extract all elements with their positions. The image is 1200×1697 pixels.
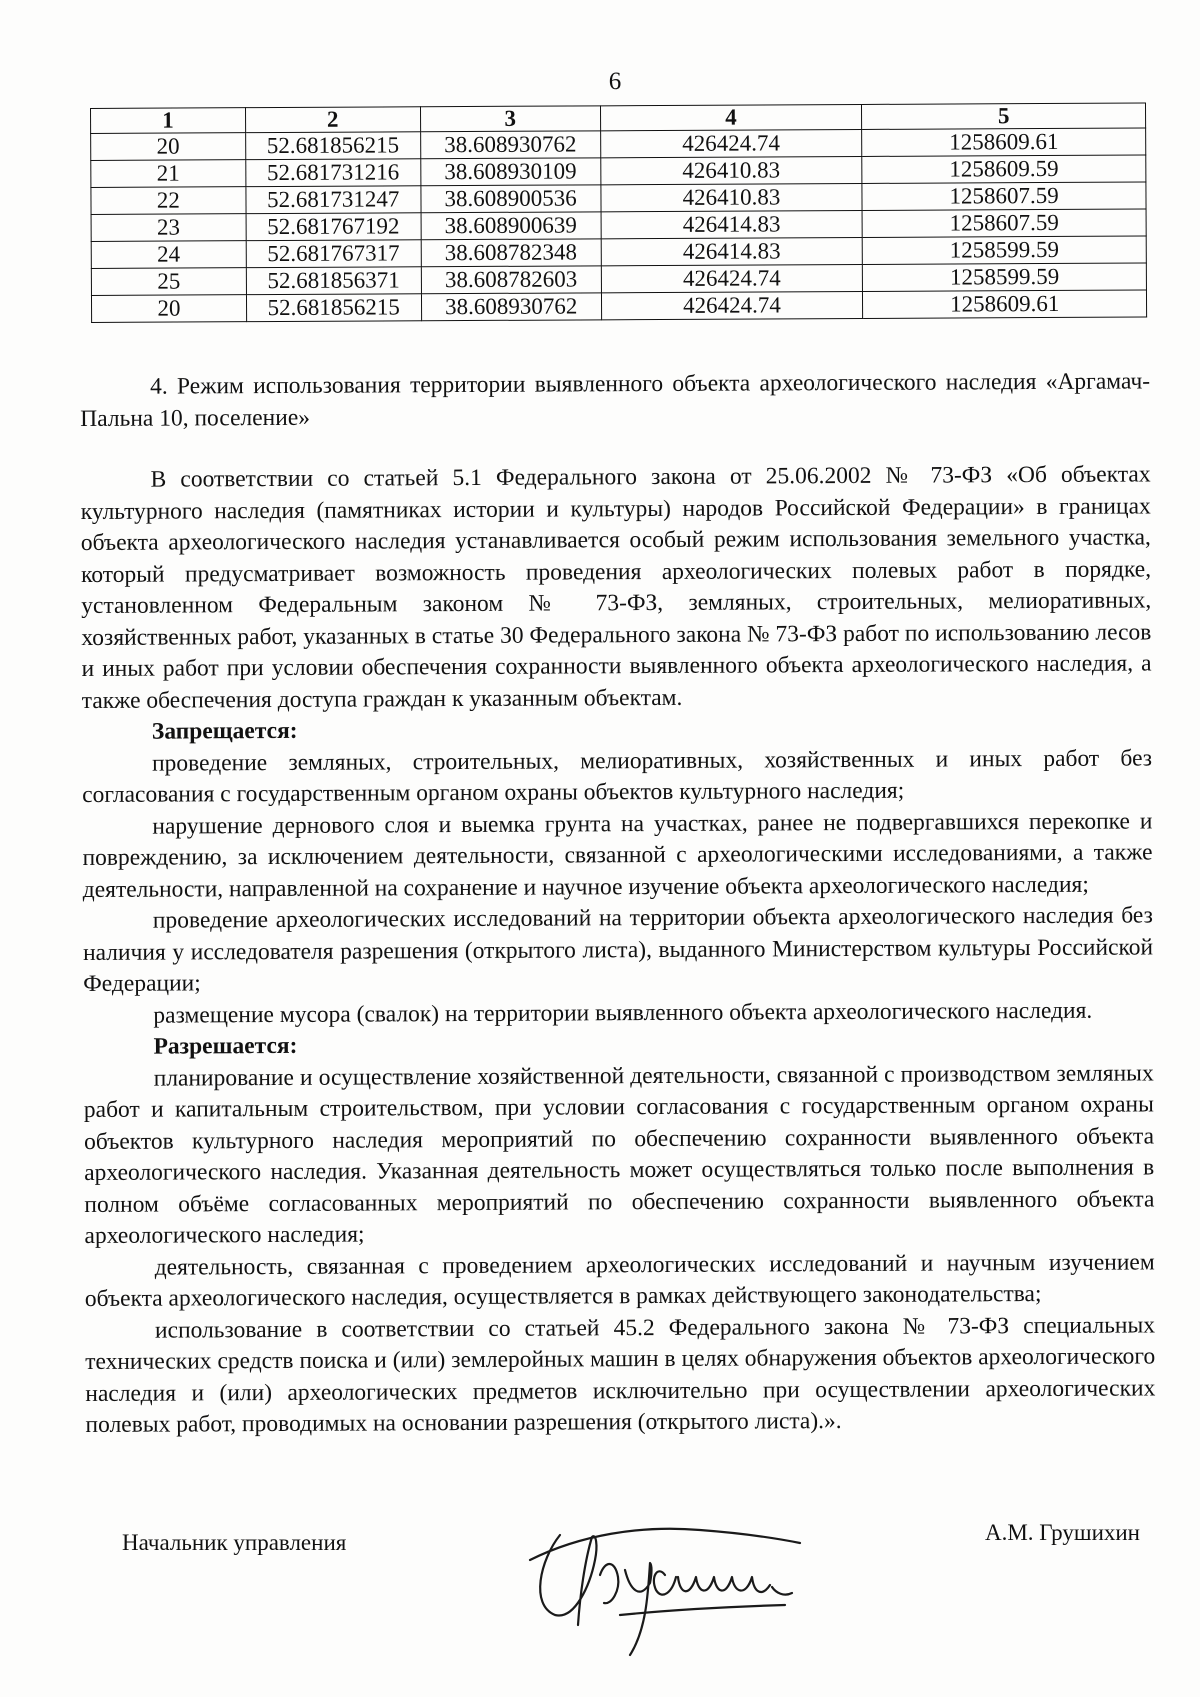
table-cell: 426410.83 — [601, 183, 863, 211]
prohibited-item: проведение археологических исследований на территории объекта археологического наследия без наличия у исследователя разрешения (открытого листа), выданного Министерством культуры Российской Федерации; — [82, 902, 1154, 997]
prohibited-item: размещение мусора (свалок) на территории выявленного объекта археологического наследия. — [153, 997, 1093, 1029]
table-cell: 1258599.59 — [862, 236, 1146, 264]
table-cell: 23 — [91, 214, 246, 242]
table-cell: 38.608900639 — [421, 212, 601, 240]
table-cell: 38.608782603 — [421, 266, 601, 294]
table-cell: 52.681767317 — [246, 240, 421, 268]
document-body — [80, 366, 1156, 1441]
prohibited-item: проведение земляных, строительных, мелиоративных, хозяйственных и иных работ без согласования с государственным органом охраны объектов культурного наследия; — [82, 744, 1153, 808]
table-cell: 426414.83 — [601, 210, 863, 238]
table-cell: 1258609.59 — [862, 155, 1146, 183]
permitted-item: планирование и осуществление хозяйственной деятельности, связанной с производством земляных работ и капитальным строительством, при условии согласования с государственным органом охраны объектов культурного наследия мероприятий по обеспечению сохранности выявленного объекта археологического наследия. Указанная деятельность может осуществляться только после выполнения в полном объёме согласованных мероприятий по обеспечению сохранности выявленного объекта археологического наследия; — [83, 1059, 1155, 1249]
prohibited-item: нарушение дернового слоя и выемка грунта на участках, ранее не подвергавшихся перекопке и повреждению, за исключением деятельности, связанной с археологическими исследованиями, а также деятельности, направленной на сохранение и научное изучение объекта археологического наследия; — [82, 807, 1153, 903]
table-cell: 24 — [91, 241, 246, 269]
signatory-name: А.М. Грушихин — [985, 1520, 1140, 1545]
permitted-item: использование в соответствии со статьей 45.2 Федерального закона № 73-ФЗ специальных технических средств поиска и (или) землеройных машин в целях обнаружения объектов археологического наследия и (или) археологических предметов исключительно при осуществлении археологических полевых работ, проводимых на основании разрешения (открытого листа).». — [85, 1311, 1156, 1438]
table-cell: 1258609.61 — [863, 290, 1147, 318]
page-number: 6 — [608, 68, 622, 95]
table-cell: 25 — [91, 268, 246, 296]
signature-block — [120, 1520, 1140, 1680]
intro-paragraph: В соответствии со статьей 5.1 Федерального закона от 25.06.2002 № 73-ФЗ «Об объектах культурного наследия (памятниках истории и культуры) народов Российской Федерации» в границах объекта археологического наследия устанавливается особый режим использования земельного участка, который предусматривает возможность проведения археологических полевых работ в порядке, установленном Федеральным законом № 73-ФЗ, земляных, строительных, мелиоративных, хозяйственных работ, указанных в статье 30 Федерального закона № 73-ФЗ работ по использованию лесов и иных работ при условии обеспечения сохранности выявленного объекта археологического наследия, а также обеспечения доступа граждан к указанным объектам. — [80, 461, 1152, 714]
table-cell: 20 — [91, 133, 246, 161]
table-cell: 22 — [91, 187, 246, 215]
prohibited-heading: Запрещается: — [151, 717, 298, 745]
handwritten-signature — [500, 1465, 900, 1665]
table-cell: 38.608930762 — [421, 293, 601, 321]
table-cell: 52.681767192 — [246, 213, 421, 241]
table-cell: 38.608930762 — [420, 131, 600, 159]
section-heading: 4. Режим использования территории выявленного объекта археологического наследия «Аргамач-Пальна 10, поселение» — [80, 368, 1151, 432]
table-cell: 52.681856215 — [245, 132, 420, 160]
table-cell: 38.608782348 — [421, 239, 601, 267]
table-cell: 21 — [91, 160, 246, 188]
table-cell: 20 — [91, 295, 246, 323]
table-cell: 38.608900536 — [421, 185, 601, 213]
table-cell: 52.681731216 — [246, 159, 421, 187]
column-header: 4 — [600, 104, 862, 130]
table-cell: 52.681856215 — [246, 294, 421, 322]
column-header: 2 — [245, 107, 420, 133]
permitted-item: деятельность, связанная с проведением археологических исследований и научным изучением объекта археологического наследия, осуществляется в рамках действующего законодательства; — [84, 1248, 1155, 1312]
table-cell: 426424.74 — [601, 291, 863, 319]
coordinates-table — [90, 102, 1147, 323]
table-cell: 426414.83 — [601, 237, 863, 265]
table-cell: 1258607.59 — [862, 182, 1146, 210]
table-cell: 1258607.59 — [862, 209, 1146, 237]
table-cell: 1258609.61 — [862, 128, 1146, 156]
table-cell: 52.681856371 — [246, 267, 421, 295]
signatory-position: Начальник управления — [122, 1530, 347, 1555]
permitted-heading: Разрешается: — [153, 1032, 298, 1060]
table-cell: 426424.74 — [601, 264, 863, 292]
table-cell: 426410.83 — [600, 156, 862, 184]
column-header: 3 — [420, 106, 600, 132]
table-row — [91, 290, 1146, 323]
column-header: 1 — [91, 108, 246, 134]
table-cell: 426424.74 — [600, 129, 862, 157]
table-cell: 1258599.59 — [863, 263, 1147, 291]
column-header: 5 — [862, 103, 1146, 129]
table-cell: 52.681731247 — [246, 186, 421, 214]
table-cell: 38.608930109 — [420, 158, 600, 186]
